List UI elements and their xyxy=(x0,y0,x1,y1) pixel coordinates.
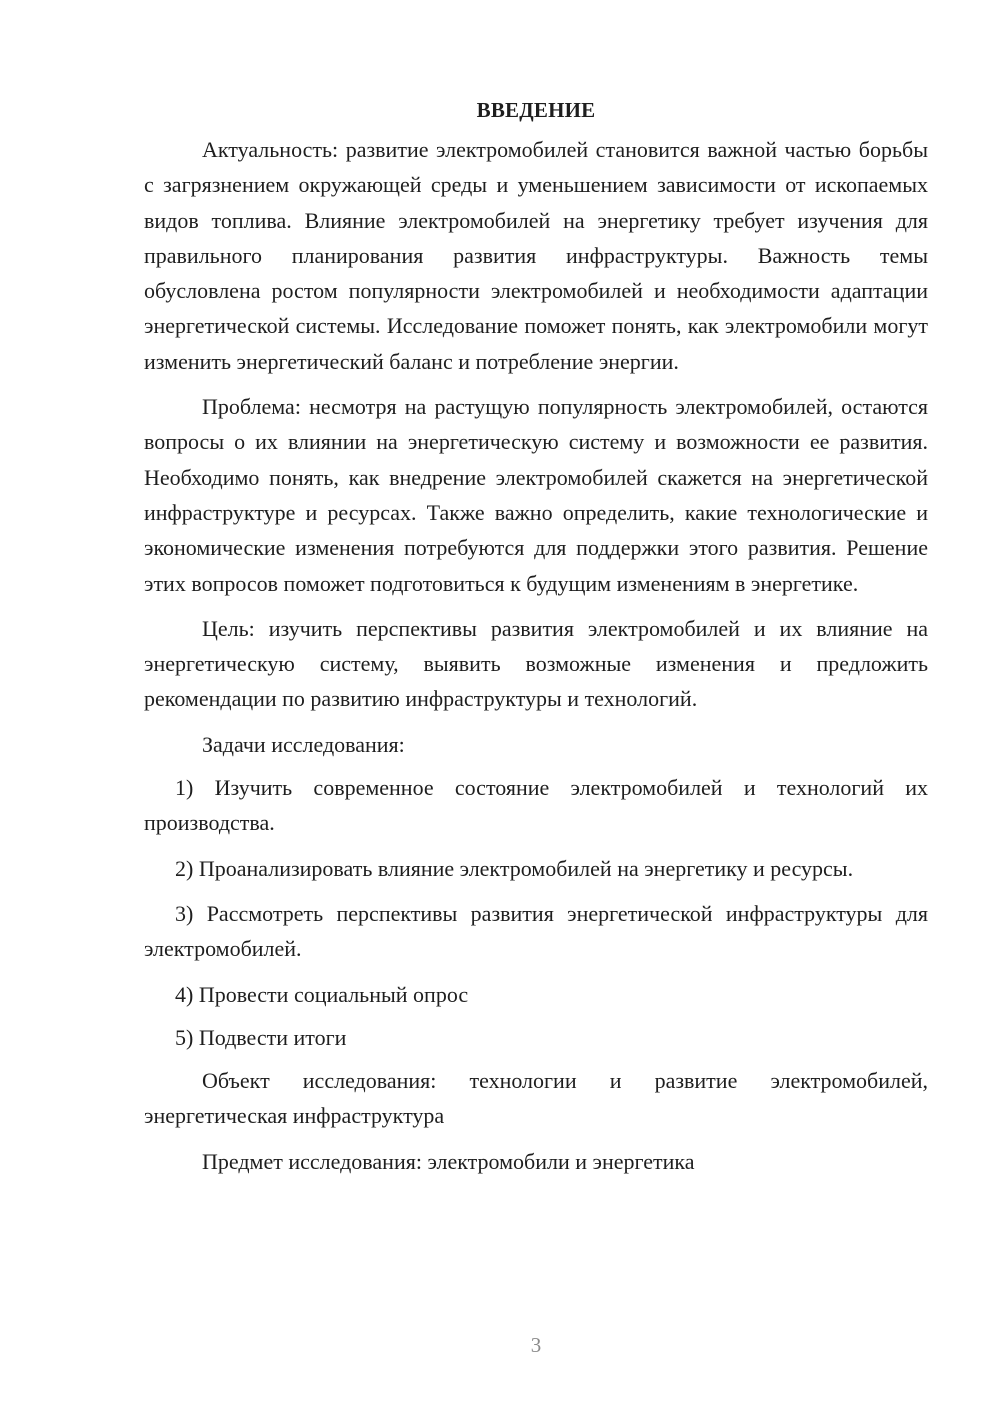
problem-paragraph: Проблема: несмотря на растущую популярность электромобилей, остаются вопросы о их влиянии на энергетическую систему и возможности ее развития. Необходимо понять, как внедрение электромобилей скажется на энергетической инфраструктуре и ресурсах. Также важно определить, какие технологические и экономические изменения потребуются для поддержки этого развития. Решение этих вопросов поможет подготовиться к будущим изменениям в энергетике. xyxy=(144,394,928,596)
page-number: 3 xyxy=(530,1333,542,1357)
research-object-paragraph: Объект исследования: технологии и развитие электромобилей, энергетическая инфраструктура xyxy=(144,1068,928,1129)
task-item: 3) Рассмотреть перспективы развития энергетической инфраструктуры для электромобилей. xyxy=(144,900,928,962)
goal-paragraph: Цель: изучить перспективы развития электромобилей и их влияние на энергетическую систему, выявить возможные изменения и предложить рекомендации по развитию инфраструктуры и технологий. xyxy=(144,615,928,712)
task-item: 5) Подвести итоги xyxy=(175,1024,347,1050)
research-subject-paragraph: Предмет исследования: электромобили и энергетика xyxy=(202,1148,695,1174)
document-body xyxy=(144,96,928,1189)
task-item: 4) Провести социальный опрос xyxy=(175,981,469,1007)
task-item: 2) Проанализировать влияние электромобилей на энергетику и ресурсы. xyxy=(175,855,854,881)
tasks-heading: Задачи исследования: xyxy=(202,731,405,757)
relevance-paragraph: Актуальность: развитие электромобилей становится важной частью борьбы с загрязнением окружающей среды и уменьшением зависимости от ископаемых видов топлива. Влияние электромобилей на энергетику требует изучения для правильного планирования развития инфраструктуры. Важность темы обусловлена ростом популярности электромобилей и необходимости адаптации энергетической системы. Исследование поможет понять, как электромобили могут изменить энергетический баланс и потребление энергии. xyxy=(144,137,928,374)
task-item: 1) Изучить современное состояние электромобилей и технологий их производства. xyxy=(144,775,928,836)
section-title: ВВЕДЕНИЕ xyxy=(476,98,596,122)
